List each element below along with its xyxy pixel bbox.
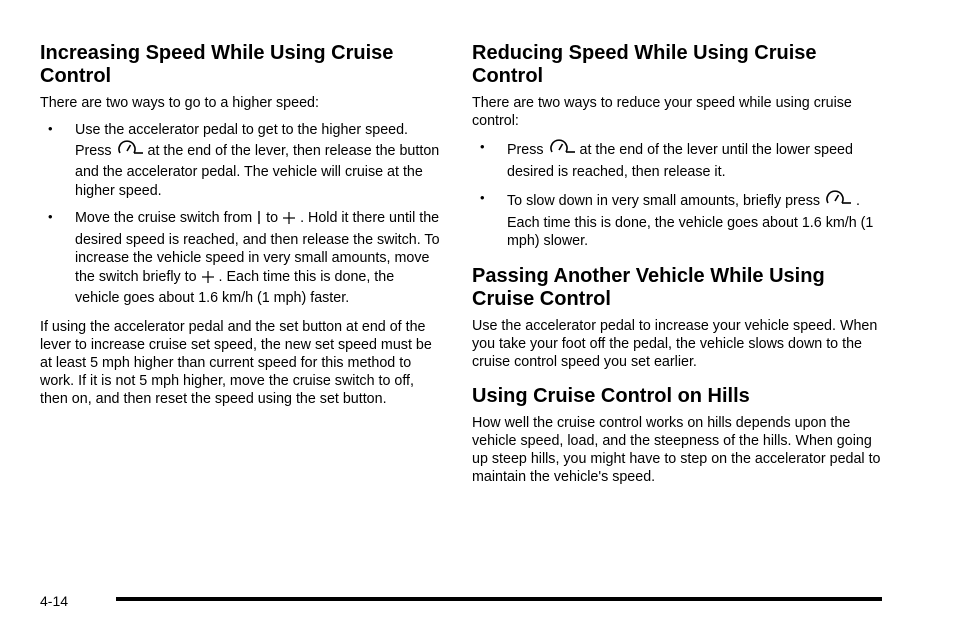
cruise-set-icon [548,139,576,163]
bullet-marker: • [480,139,485,154]
left-column [40,42,442,417]
list-item-text: at the end of the lever, then release the button and the accelerator pedal. The vehicle will cruise at the higher speed. [75,142,440,199]
list-item-text: . Each time this is done, the vehicle goes about 1.6 km/h (1 mph) slower. [507,193,874,249]
section-heading-reducing-speed: Reducing Speed While Using Cruise Control [472,42,817,87]
body-paragraph: Use the accelerator pedal to increase your vehicle speed. When you take your foot off the pedal, the vehicle slows down to the cruise control speed you set earlier. [472,317,878,370]
section-heading-increasing-speed: Increasing Speed While Using Cruise Control [40,42,394,87]
list-item [472,190,882,251]
body-paragraph: How well the cruise control works on hills depends upon the vehicle speed, load, and the steepness of the hills. When going up steep hills, you might have to step on the accelerator pedal to maintain the vehicle's speed. [472,414,881,485]
list-item-text: to [266,210,279,226]
body-paragraph: If using the accelerator pedal and the set button at end of the lever to increase cruise set speed, the new set speed must be at least 5 mph higher than current speed for this method to work. If it is not 5 mph higher, move the cruise switch to off, then on, and then reset the speed using the set button. [40,318,432,407]
cruise-set-icon [116,140,144,164]
list-item-text: . Hold it there until the desired speed is reached, and then release the switch. To increase the vehicle speed in very small amounts, move the switch briefly to [75,210,440,285]
bullet-marker: • [48,121,53,136]
list-item [472,139,882,181]
list-item [40,209,442,308]
list-item-text: . Each time this is done, the vehicle goes about 1.6 km/h (1 mph) faster. [75,268,395,306]
right-column [472,42,882,495]
bullet-marker: • [480,190,485,205]
list-item-text: Use the accelerator pedal to get to the higher speed. Press [75,122,409,159]
switch-on-plus-icon [201,270,215,290]
page-number: 4-14 [40,593,69,609]
bullet-marker: • [48,209,53,224]
list-item-text: To slow down in very small amounts, briefly press [507,193,821,209]
list-item [40,121,442,200]
switch-on-plus-icon [282,211,296,231]
intro-text: There are two ways to reduce your speed while using cruise control: [472,95,852,129]
section-heading-passing-vehicle: Passing Another Vehicle While Using Cruise Control [472,264,825,310]
list-item-text: at the end of the lever until the lower speed desired is reached, then release it. [507,142,853,180]
cruise-set-icon [824,190,852,214]
bullet-list [40,121,442,308]
section-heading-hills: Using Cruise Control on Hills [472,384,750,407]
footer-divider [116,597,882,601]
list-item-text: Move the cruise switch from [75,210,253,226]
switch-off-icon [256,210,262,231]
list-item-text: Press [507,142,544,158]
bullet-list [472,139,882,251]
intro-text: There are two ways to go to a higher speed: [40,95,319,111]
